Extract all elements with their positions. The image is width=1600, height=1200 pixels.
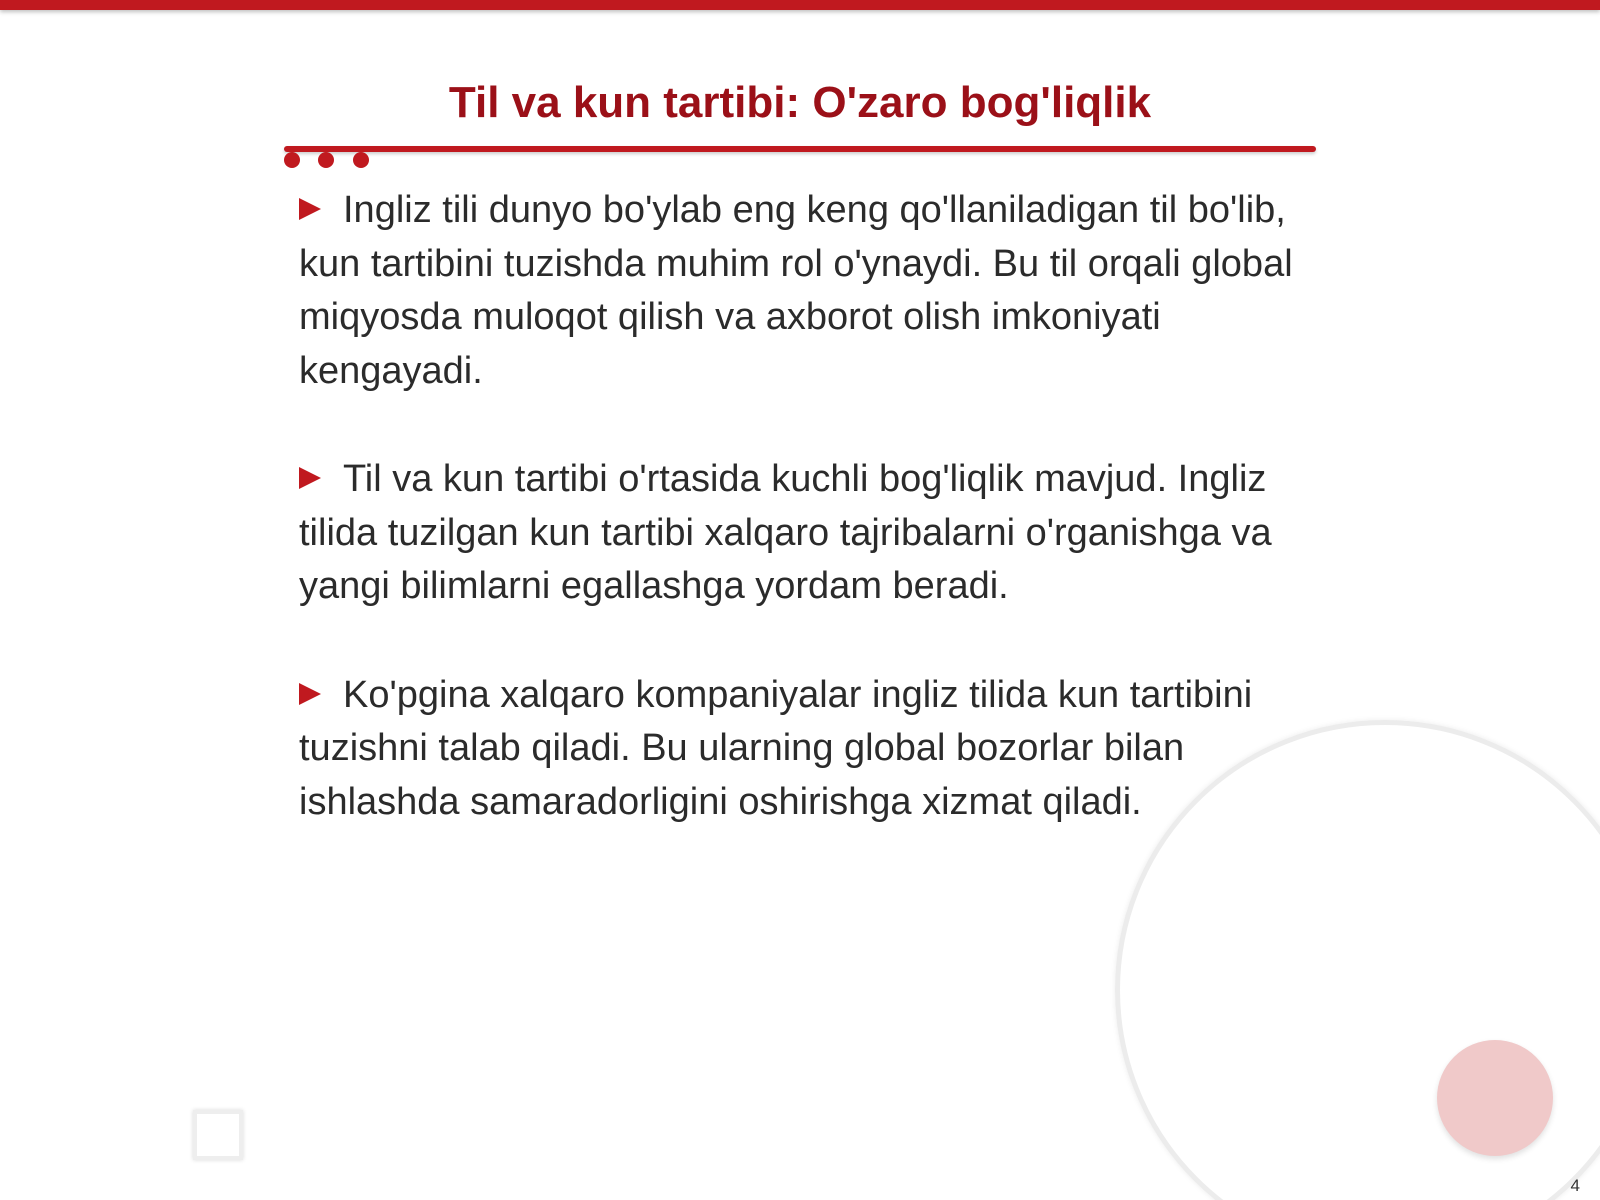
underline-dot-1: [284, 152, 300, 168]
bullet-text-2: Til va kun tartibi o'rtasida kuchli bog'liqlik mavjud. Ingliz tilida tuzilgan kun tartibi xalqaro tajribalarni o'rganishga va yangi bilimlarni egallashga yordam beradi.: [299, 458, 1272, 607]
bullet-text-3: Ko'pgina xalqaro kompaniyalar ingliz tilida kun tartibini tuzishni talab qiladi. Bu ularning global bozorlar bilan ishlashda samaradorligini oshirishga xizmat qiladi.: [299, 673, 1253, 823]
triangle-bullet-icon: [299, 198, 321, 220]
underline-dot-3: [353, 152, 369, 168]
page-number: 4: [1570, 1176, 1580, 1195]
underline-dot-2: [318, 152, 334, 168]
triangle-bullet-icon: [299, 683, 321, 705]
top-accent-bar: [0, 0, 1600, 10]
bullet-item-2: [299, 453, 1299, 614]
decorative-circle: [1437, 1040, 1553, 1156]
slide-title: Til va kun tartibi: O'zaro bog'liqlik: [448, 78, 1152, 127]
bullet-item-1: [299, 184, 1299, 398]
triangle-bullet-icon: [299, 467, 321, 489]
decorative-square: [193, 1110, 243, 1160]
bullet-list: [299, 184, 1299, 884]
bullet-text-1: Ingliz tili dunyo bo'ylab eng keng qo'llaniladigan til bo'lib, kun tartibini tuzishda muhim rol o'ynaydi. Bu til orqali global miqyosda muloqot qilish va axborot olish imkoniyati kengayadi.: [299, 189, 1293, 392]
bullet-item-3: [299, 669, 1299, 830]
title-underline: [284, 146, 1316, 152]
